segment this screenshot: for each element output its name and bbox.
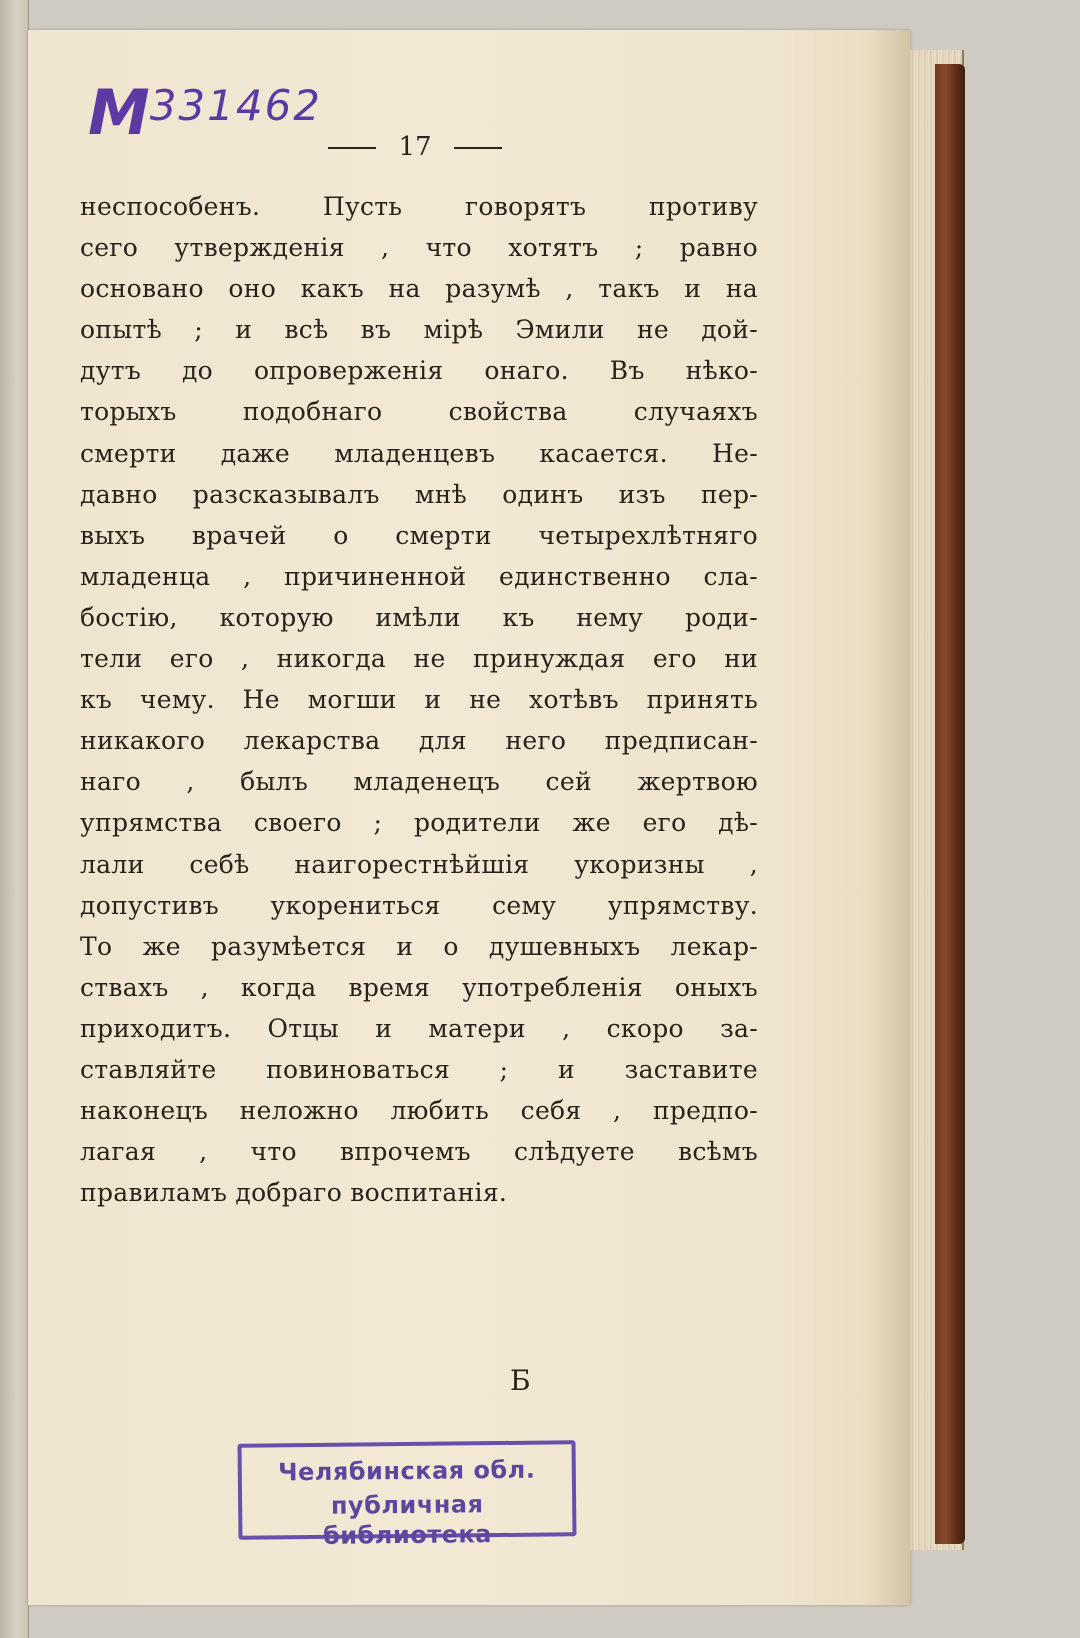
text-line: дутъ до опроверженія онаго. Въ нѣко-	[80, 356, 758, 386]
text-line: приходитъ. Отцы и матери , скоро за-	[80, 1013, 758, 1043]
text-line: опытѣ ; и всѣ въ мірѣ Эмили не дой-	[80, 315, 758, 345]
page-header	[300, 132, 530, 162]
text-line: наконецъ неложно любить себя , предпо-	[80, 1096, 758, 1126]
text-line: младенца , причиненной единственно сла-	[80, 561, 758, 591]
header-dash-left	[328, 147, 376, 149]
book-cover-edge	[935, 64, 965, 1544]
text-line: ставляйте повиноваться ; и заставите	[80, 1054, 758, 1084]
library-stamp	[238, 1440, 577, 1550]
text-line: торыхъ подобнаго свойства случаяхъ	[80, 397, 758, 427]
text-line: неспособенъ. Пусть говорятъ противу	[80, 192, 758, 221]
text-line: основано оно какъ на разумѣ , такъ и на	[80, 274, 758, 304]
text-line: къ чему. Не могши и не хотѣвъ принять	[80, 685, 758, 715]
text-line: бостію, которую имѣли къ нему роди-	[80, 602, 758, 632]
page-number: 17	[398, 132, 432, 162]
page-body-text	[80, 186, 758, 1213]
text-line: никакого лекарства для него предписан-	[80, 726, 758, 756]
stamp-line-1: Челябинская обл.	[278, 1455, 536, 1487]
text-line: смерти даже младенцевъ касается. Не-	[80, 438, 758, 468]
text-line: давно разсказывалъ мнѣ одинъ изъ пер-	[80, 479, 758, 509]
text-line: ствахъ , когда время употребленія оныхъ	[80, 972, 758, 1002]
text-line-last: правиламъ добраго воспитанія.	[80, 1178, 508, 1208]
text-line: То же разумѣется и о душевныхъ лекар-	[80, 931, 758, 961]
text-line: лагая , что впрочемъ слѣдуете всѣмъ	[80, 1137, 758, 1167]
text-line: тели его , никогда не принуждая его ни	[80, 644, 758, 674]
shelfmark-letter: M	[88, 76, 150, 149]
shelfmark-number: 331462	[149, 81, 323, 130]
text-line: выхъ врачей о смерти четырехлѣтняго	[80, 520, 758, 550]
left-page-edge	[0, 0, 29, 1638]
text-line: наго , былъ младенецъ сей жертвою	[80, 767, 758, 797]
text-line: допустивъ укорениться сему упрямству.	[80, 890, 758, 920]
page-shade	[870, 30, 910, 1605]
text-line: сего утвержденія , что хотятъ ; равно	[80, 233, 758, 263]
printer-signature-mark: Б	[510, 1364, 531, 1397]
stamp-line-2: публичная библиотека	[322, 1490, 493, 1550]
text-line: упрямства своего ; родители же его дѣ-	[80, 808, 758, 838]
library-shelfmark	[88, 76, 323, 149]
header-dash-right	[454, 147, 502, 149]
text-line: лали себѣ наигорестнѣйшія укоризны ,	[80, 849, 758, 879]
